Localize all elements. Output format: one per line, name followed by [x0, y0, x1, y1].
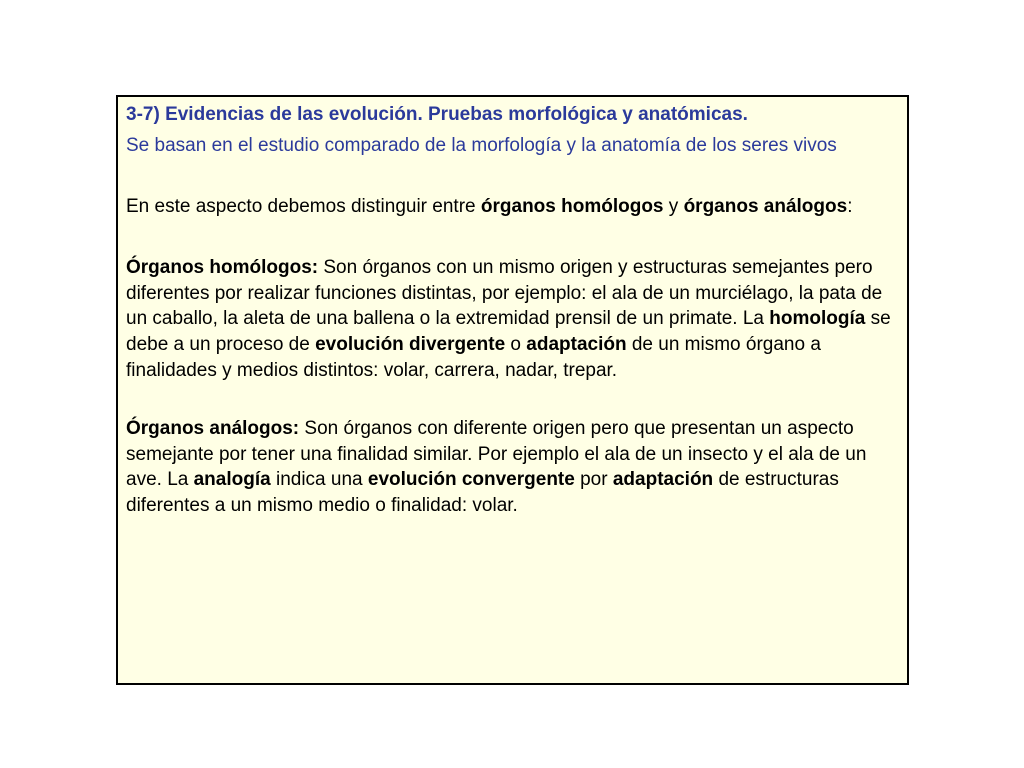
distinction-paragraph [126, 194, 899, 220]
slide-title: 3-7) Evidencias de las evolución. Pruebas morfológica y anatómicas. [126, 104, 748, 125]
intro-text: Se basan en el estudio comparado de la morfología y la anatomía de los seres vivos [126, 135, 837, 156]
distinction-text-3: : [847, 196, 853, 217]
analogos-text-4: de estructuras diferentes a un mismo medio o finalidad: volar. [126, 469, 839, 517]
term-adaptacion-analogos: adaptación [612, 469, 714, 491]
term-adaptacion-homologos: adaptación [526, 334, 627, 356]
analogos-text-2: indica una [270, 469, 368, 491]
analogos-text-3: por [574, 469, 613, 491]
term-evolucion-convergente: evolución convergente [367, 469, 575, 491]
term-evolucion-divergente: evolución divergente [315, 334, 506, 356]
homologos-paragraph [126, 255, 899, 384]
homologos-text-2: se debe a un proceso de [126, 308, 891, 356]
term-analogia: analogía [193, 469, 271, 491]
homologos-text-1: Son órganos con un mismo origen y estructuras semejantes pero diferentes por realizar funciones distintas, por ejemplo: el ala de un murciélago, la pata de un caballo, la aleta de una ballena o la extremidad prensil de un primate. La [126, 256, 883, 330]
distinction-text-1: En este aspecto debemos distinguir entre [126, 196, 481, 217]
slide-content-box [116, 95, 909, 685]
homologos-text-4: de un mismo órgano a finalidades y medios distintos: volar, carrera, nadar, trepar. [126, 334, 821, 381]
analogos-text-1: Son órganos con diferente origen pero que presentan un aspecto semejante por tener una finalidad similar. Por ejemplo el ala de un insecto y el ala de un ave. La [126, 417, 867, 491]
homologos-heading: Órganos homólogos: [126, 256, 319, 278]
term-organos-analogos: órganos análogos [683, 196, 848, 217]
homologos-text-3: o [505, 334, 527, 356]
term-homologia: homología [769, 308, 866, 330]
analogos-paragraph [126, 416, 899, 519]
analogos-heading: Órganos análogos: [126, 417, 300, 439]
term-organos-homologos: órganos homólogos [480, 196, 664, 217]
distinction-text-2: y [663, 196, 684, 217]
